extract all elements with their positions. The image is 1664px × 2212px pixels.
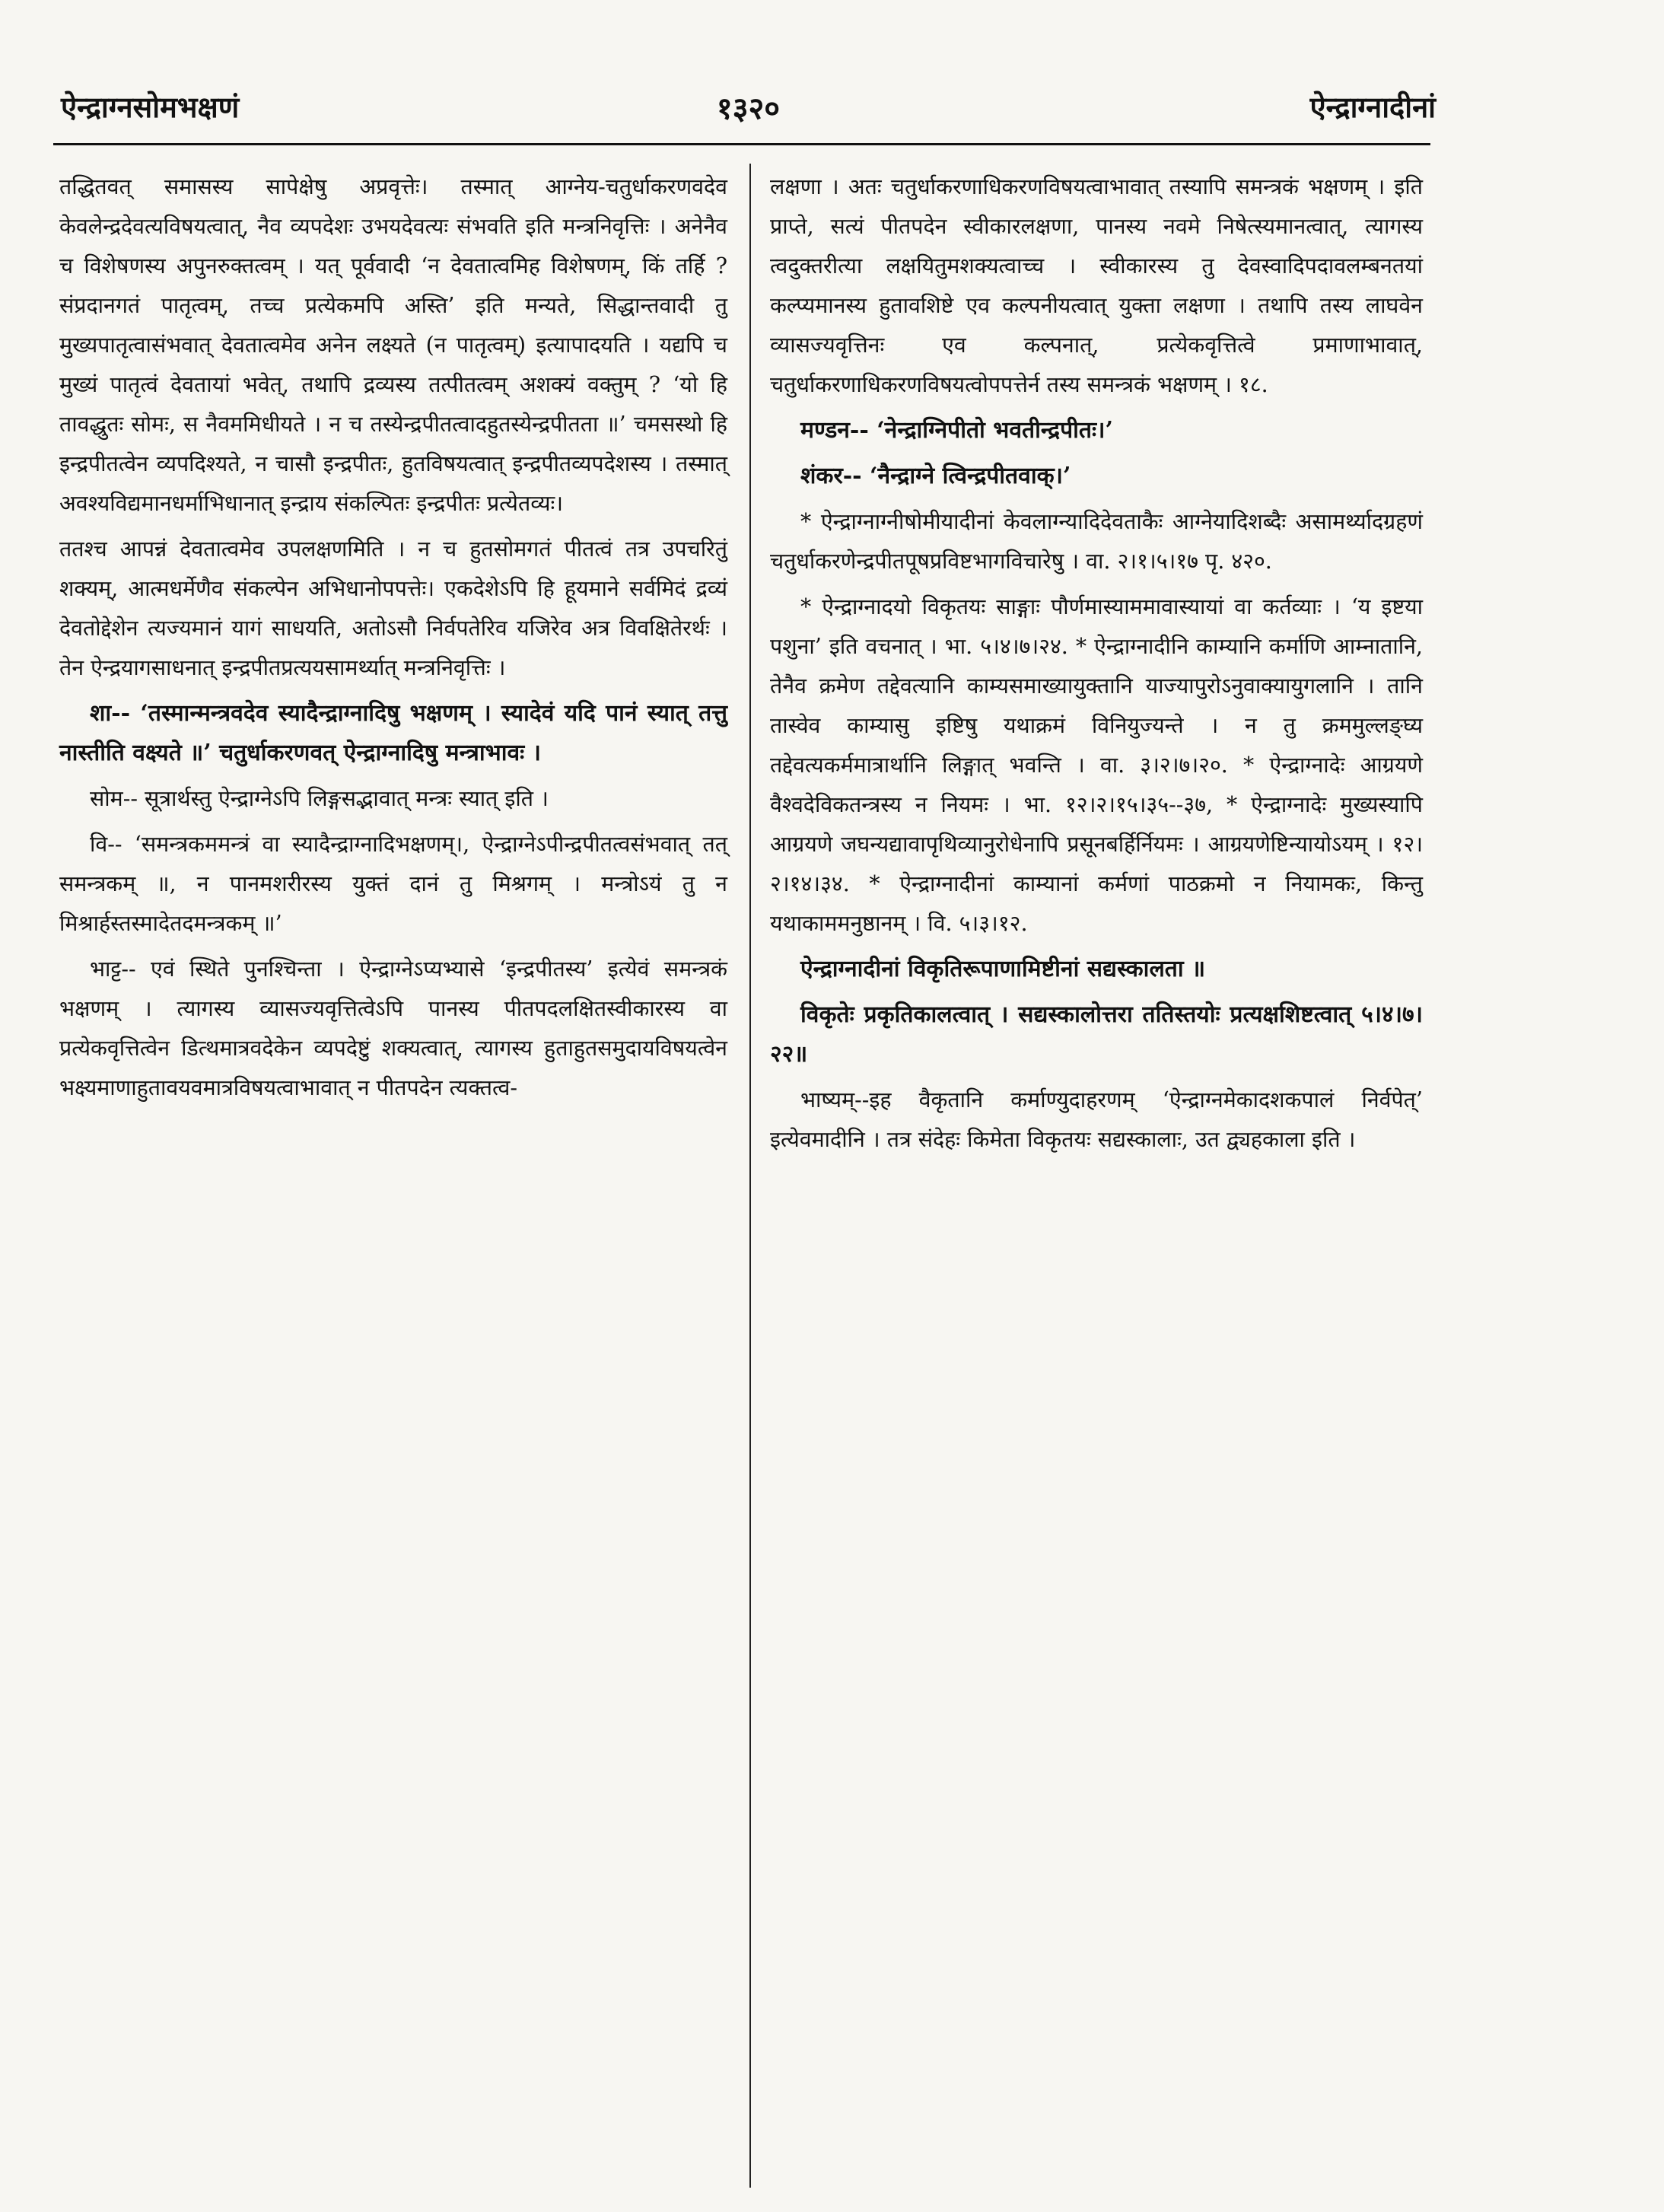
header-rule	[53, 143, 1430, 145]
section-heading: ऐन्द्राग्नादीनां विकृतिरूपाणामिष्टीनां सद्यस्कालता ॥	[800, 956, 1206, 982]
left-paragraph-1: तद्धितवत् समासस्य सापेक्षेषु अप्रवृत्तेः। तस्मात् आग्नेय-चतुर्धाकरणवदेव केवलेन्द्रदेवत्यविषयत्वात्, नैव व्यपदेशः उभयदेवत्यः संभवति इति मन्त्रनिवृत्तिः । अनेनैव च विशेषणस्य अपुनरुक्तत्वम् । यत् पूर्ववादी ‘न देवतात्वमिह विशेषणम्, किं तर्हि ? संप्रदानगतं पातृत्वम्, तच्च प्रत्येकमपि अस्ति’ इति मन्यते, सिद्धान्तवादी तु मुख्यपातृत्वासंभवात् देवतात्वमेव अनेन लक्ष्यते (न पातृत्वम्) इत्यापादयति । यद्यपि च मुख्यं पातृत्वं देवतायां भवेत्, तथापि द्रव्यस्य तत्पीतत्वम् अशक्यं वक्तुम् ? ‘यो हि तावद्धुतः सोमः, स नैवममिधीयते । न च तस्येन्द्रपीतत्वादहुतस्येन्द्रपीतता ॥’ चमसस्थो हि इन्द्रपीतत्वेन व्यपदिश्यते, न चासौ इन्द्रपीतः, हुतविषयत्वात् इन्द्रपीतव्यपदेशस्य । तस्मात् अवश्यविद्यमानधर्माभिधानात् इन्द्राय संकल्पितः इन्द्रपीतः प्रत्येतव्यः।	[59, 174, 727, 516]
left-paragraph-bhatta: भाट्ट-- एवं स्थिते पुनश्चिन्ता । ऐन्द्राग्नेऽप्यभ्यासे ‘इन्द्रपीतस्य’ इत्येवं समन्त्रकं भक्षणम् । त्यागस्य व्यासज्यवृत्तित्वेऽपि पानस्य पीतपदलक्षितस्वीकारस्य वा प्रत्येकवृत्तित्वेन डित्थमात्रवदेकेन व्यपदेष्टुं शक्यत्वात्, त्यागस्य हुताहुतसमुदायविषयत्वेन भक्ष्यमाणाहुतावयवमात्रविषयत्वाभावात् न पीतपदेन त्यक्तत्व-	[59, 956, 727, 1100]
column-divider	[749, 164, 751, 2188]
header-left-title: ऐन्द्राग्नसोमभक्षणं	[61, 90, 240, 124]
right-column	[770, 167, 1423, 1166]
sutra-text: विकृतेः प्रकृतिकालत्वात् । सद्यस्कालोत्तरा ततिस्तयोः प्रत्यक्षशिष्टत्वात् ५।४।७।२२॥	[770, 1001, 1423, 1068]
bhashya-text: भाष्यम्--इह वैकृतानि कर्माण्युदाहरणम् ‘ऐन्द्राग्नमेकादशकपालं निर्वपेत्’ इत्येवमादीनि । तत्र संदेहः किमेता विकृतयः सद्यस्कालाः, उत द्व्यहकाला इति ।	[770, 1087, 1423, 1152]
right-paragraph-note-1: * ऐन्द्राग्नाग्नीषोमीयादीनां केवलाग्न्यादिदेवताकैः आग्नेयादिशब्दैः असामर्थ्यादग्रहणं चतुर्धाकरणेन्द्रपीतपूषप्रविष्टभागविचारेषु । वा. २।१।५।१७ पृ. ४२०.	[770, 509, 1423, 574]
left-paragraph-vi: वि-- ‘समन्त्रकममन्त्रं वा स्यादैन्द्राग्नादिभक्षणम्।, ऐन्द्राग्नेऽपीन्द्रपीतत्वसंभवात् तत् समन्त्रकम् ॥, न पानमशरीरस्य युक्तं दानं तु मिश्रगम् । मन्त्रोऽयं तु न मिश्रार्हस्तस्मादेतदमन्त्रकम् ॥’	[59, 832, 727, 936]
page-number: १३२०	[716, 90, 781, 126]
page-header	[61, 76, 1436, 137]
header-right-title: ऐन्द्राग्नादीनां	[1309, 90, 1436, 124]
left-paragraph-2: ततश्च आपन्नं देवतात्वमेव उपलक्षणमिति । न च हुतसोमगतं पीतत्वं तत्र उपचरितुं शक्यम्, आत्मधर्मेणैव संकल्पेन अभिधानोपपत्तेः। एकदेशेऽपि हि हूयमाने सर्वमिदं द्रव्यं देवतोद्देशेन त्यज्यमानं यागं साधयति, अतोऽसौ निर्वपतेरिव यजिरेव अत्र विवक्षितेरर्थः । तेन ऐन्द्रयागसाधनात् इन्द्रपीतप्रत्ययसामर्थ्यात् मन्त्रनिवृत्तिः ।	[59, 536, 727, 680]
right-paragraph-note-2: * ऐन्द्राग्नादयो विकृतयः साङ्गाः पौर्णमास्याममावास्यायां वा कर्तव्याः । ‘य इष्टया पशुना’ इति वचनात् । भा. ५।४।७।२४. * ऐन्द्राग्नादीनि काम्यानि कर्माणि आम्नातानि, तेनैव क्रमेण तद्देवत्यानि काम्यसमाख्यायुक्तानि याज्यापुरोऽनुवाक्यायुगलानि । तानि तास्वेव काम्यासु इष्टिषु यथाक्रमं विनियुज्यन्ते । न तु क्रममुल्लङ्घ्य तद्देवत्यकर्ममात्रार्थानि लिङ्गात् भवन्ति । वा. ३।२।७।२०. * ऐन्द्राग्नादेः आग्रयणे वैश्वदेविकतन्त्रस्य न नियमः । भा. १२।२।१५।३५--३७, * ऐन्द्राग्नादेः मुख्यस्यापि आग्रयणे जघन्यद्यावापृथिव्यानुरोधेनापि प्रसूनबर्हिर्नियमः । आग्रयणेष्टिन्यायोऽयम् । १२।२।१४।३४. * ऐन्द्राग्नादीनां काम्यानां कर्मणां पाठक्रमो न नियामकः, किन्तु यथाकाममनुष्ठानम् । वि. ५।३।१२.	[770, 594, 1423, 936]
left-column	[59, 167, 727, 1114]
right-paragraph-shankara: शंकर-- ‘नैन्द्राग्ने त्विन्द्रपीतवाक्।’	[800, 463, 1071, 489]
left-paragraph-soma: सोम-- सूत्रार्थस्तु ऐन्द्राग्नेऽपि लिङ्गसद्भावात् मन्त्रः स्यात् इति ।	[90, 786, 549, 811]
right-paragraph-1: लक्षणा । अतः चतुर्धाकरणाधिकरणविषयत्वाभावात् तस्यापि समन्त्रकं भक्षणम् । इति प्राप्ते, सत्यं पीतपदेन स्वीकारलक्षणा, पानस्य नवमे निषेत्स्यमानत्वात्, त्यागस्य त्वदुक्तरीत्या लक्षयितुमशक्यत्वाच्च । स्वीकारस्य तु देवस्वादिपदावलम्बनतयां कल्प्यमानस्य हुतावशिष्टे एव कल्पनीयत्वात् युक्ता लक्षणा । तथापि तस्य लाघवेन व्यासज्यवृत्तिनः एव कल्पनात्, प्रत्येकवृत्तित्वे प्रमाणाभावात्, चतुर्धाकरणाधिकरणविषयत्वोपपत्तेर्न तस्य समन्त्रकं भक्षणम् । १८.	[770, 174, 1423, 397]
right-paragraph-mandana: मण्डन-- ‘नेन्द्राग्निपीतो भवतीन्द्रपीतः।’	[800, 417, 1113, 444]
left-paragraph-shabara: शा-- ‘तस्मान्मन्त्रवदेव स्यादैन्द्राग्नादिषु भक्षणम् । स्यादेवं यदि पानं स्यात् तत्तु नास्तीति वक्ष्यते ॥’ चतुर्धाकरणवत् ऐन्द्राग्नादिषु मन्त्राभावः ।	[59, 700, 727, 766]
